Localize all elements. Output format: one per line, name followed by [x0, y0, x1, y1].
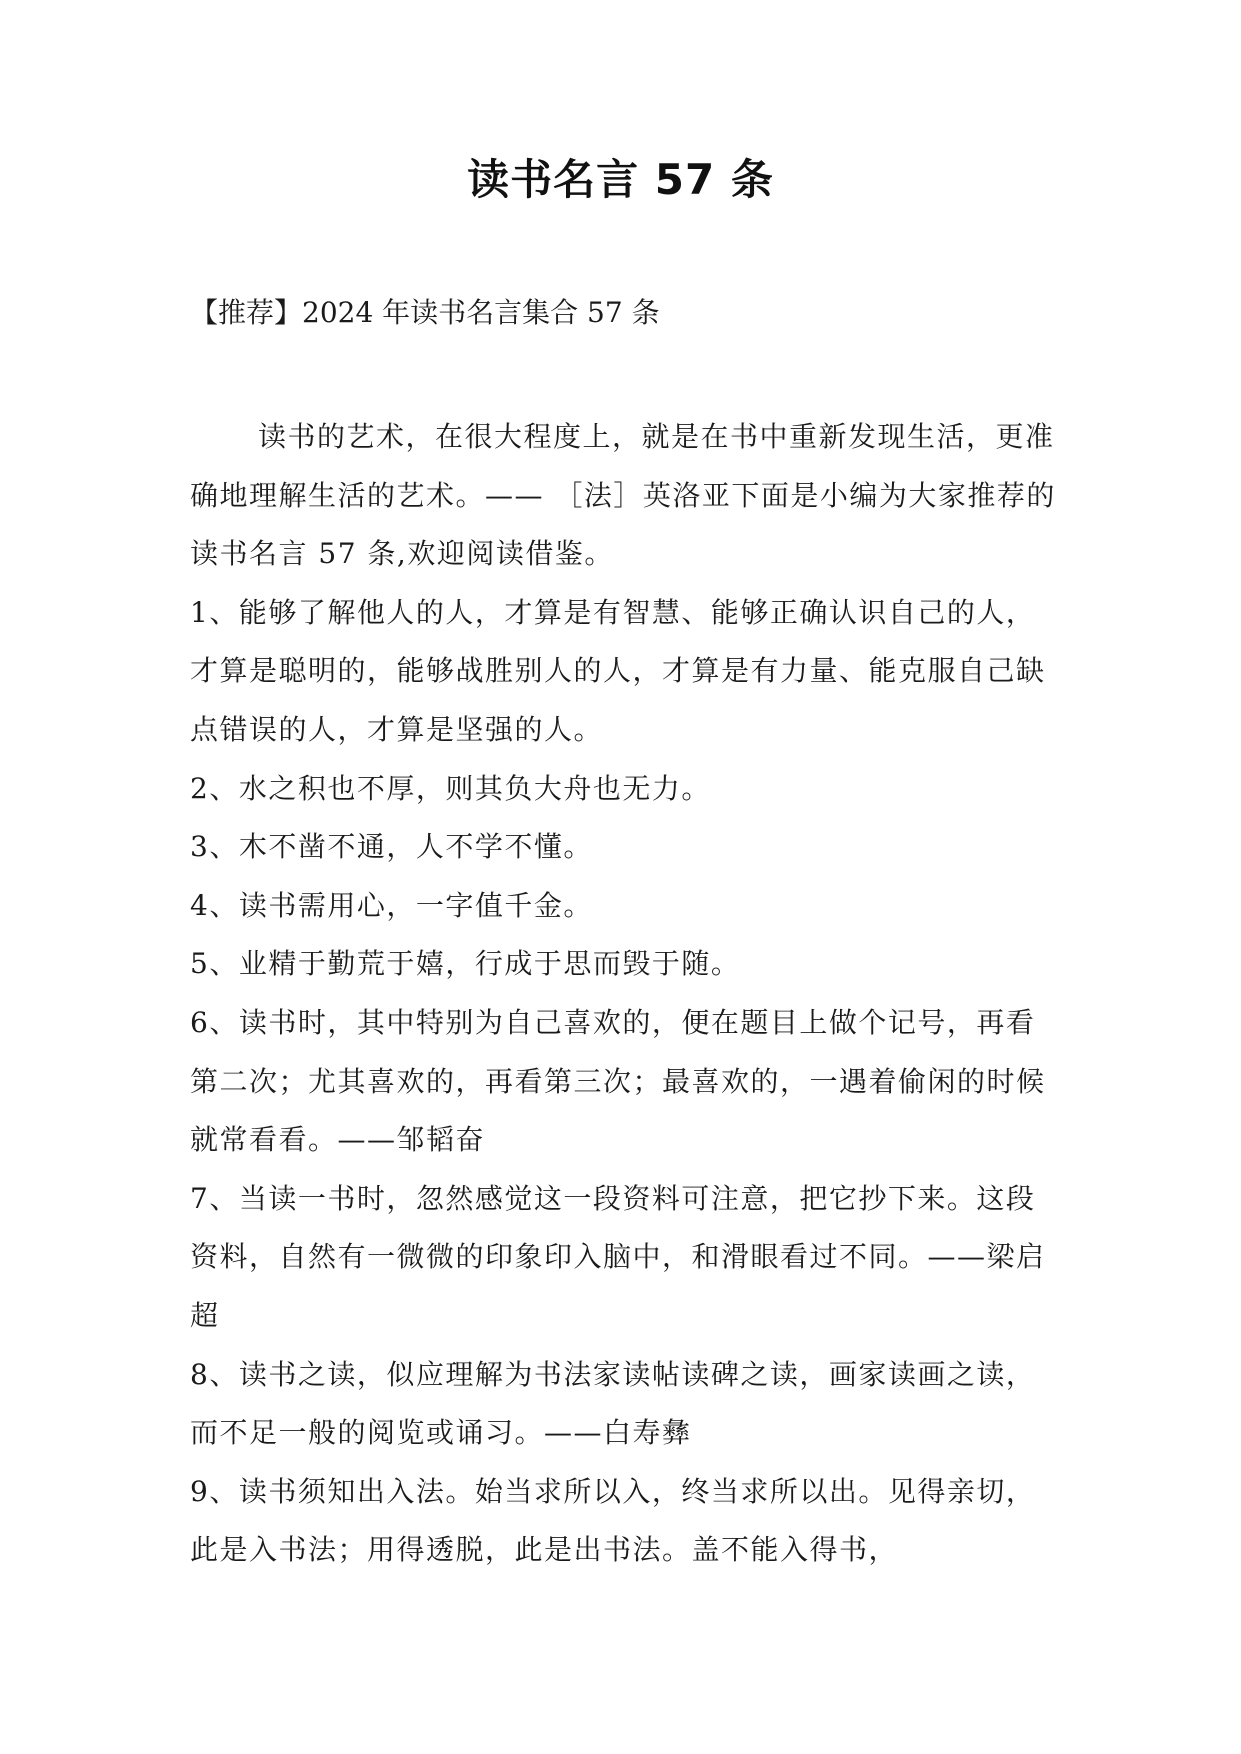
- document-body: [190, 408, 1060, 1580]
- quote-item: 1、能够了解他人的人，才算是有智慧、能够正确认识自己的人，才算是聪明的，能够战胜别人的人，才算是有力量、能克服自己缺点错误的人，才算是坚强的人。: [190, 595, 1046, 746]
- quote-item: 8、读书之读，似应理解为书法家读帖读碑之读，画家读画之读，而不足一般的阅览或诵习。——白寿彝: [190, 1357, 1036, 1450]
- quote-item: 3、木不凿不通，人不学不懂。: [190, 830, 593, 864]
- quote-item: 7、当读一书时，忽然感觉这一段资料可注意，把它抄下来。这段资料，自然有一微微的印象印入脑中，和滑眼看过不同。——梁启超: [190, 1181, 1046, 1332]
- quote-item: 5、业精于勤荒于嬉，行成于思而毁于随。: [190, 947, 741, 981]
- document-subtitle: 【推荐】2024 年读书名言集合 57 条: [190, 296, 660, 329]
- quote-item: 2、水之积也不厚，则其负大舟也无力。: [190, 771, 711, 805]
- quote-item: 4、读书需用心，一字值千金。: [190, 888, 593, 922]
- quote-item: 6、读书时，其中特别为自己喜欢的，便在题目上做个记号，再看第二次；尤其喜欢的，再看第三次；最喜欢的，一遇着偷闲的时候就常看看。——邹韬奋: [190, 1005, 1046, 1157]
- intro-paragraph: 读书的艺术，在很大程度上，就是在书中重新发现生活，更准确地理解生活的艺术。—— ［法］英洛亚下面是小编为大家推荐的读书名言 57 条,欢迎阅读借鉴。: [190, 420, 1056, 571]
- quote-item: 9、读书须知出入法。始当求所以入，终当求所以出。见得亲切，此是入书法；用得透脱，此是出书法。盖不能入得书，: [190, 1474, 1036, 1567]
- document-title: 读书名言 57 条: [467, 155, 774, 204]
